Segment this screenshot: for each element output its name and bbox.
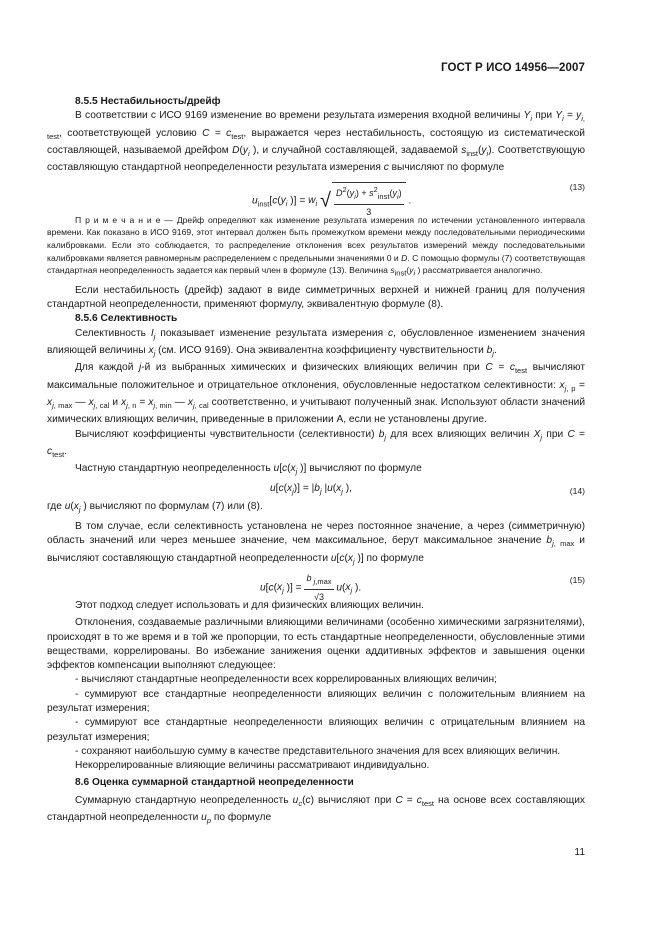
section-heading-856: 8.5.6 Селективность: [75, 313, 178, 325]
paragraph-selectivity-deviation: Для каждой j-й из выбранных химических и физических влияющих величин при $C = c_{test}$ вычисляют максимальные положительное и отрицательное отклонения, обусловленные недостатком селективности: $x_{j, p} = x_{j, max}$ — $x_{j, cal}$ и $x_{j, n} = x_{j, min}$ — $x_{j, cal}$ соответственно, и учитывают полученный знак. Используют области значений химических влияющих величин, приведенные в приложении А, если не установлены другие.: [47, 362, 586, 426]
standard-header: ГОСТ Р ИСО 14956—2007: [440, 62, 585, 74]
paragraph-uncorrelated: Некоррелированные влияющие величины рассматривают индивидуально.: [75, 760, 430, 772]
page-number: 11: [574, 847, 585, 858]
paragraph-where: где $u(x_j$ ) вычисляют по формулам (7) или (8).: [47, 500, 263, 514]
paragraph-selectivity-intro: Селективность $I_j$ показывает изменение результата измерения c, обусловленное изменением значения влияющей величины $x_j$ (см. ИСО 9169). Она эквивалентна коэффициенту чувствительности $b_j$.: [47, 327, 586, 359]
paragraph-partial-uncertainty: Частную стандартную неопределенность $u[c(x_j$ )] вычисляют по формуле: [75, 463, 422, 477]
section-heading-86: 8.6 Оценка суммарной стандартной неопределенности: [75, 777, 354, 789]
equation-number-13: (13): [569, 181, 585, 192]
formula-15-expression: $u[c(x_j$ )] = $\frac{b _{j,max}}{√3}$ $u(x_j$ ).: [260, 572, 362, 602]
formula-13-expression: $u_{inst}[c(y_i$ )] = $w_i$ √ $\frac{D^2(y_i) + s^2_{inst}(y_i)}{3}$ .: [252, 182, 411, 219]
note-drift: П р и м е ч а н и е — Дрейф определяют как изменение результата измерения по истечении установленного интервала времени. Как показано в ИСО 9169, этот интервал должен быть промежутком времени между последовательными периодическими калибровками. Если это соблюдается, то распределение отклонения всех результатов измерений между последовательными калибровками является равномерным распределением с предельными значениями 0 и D. С помощью формулы (7) соответствующая стандартная неопределенность задается как первый член в формуле (13). Величина $s_{inst}(y_i$ ) рассматривается аналогично.: [47, 214, 585, 279]
paragraph-correlated: Отклонения, создаваемые различными влияющими величинами (особенно химическими загрязнителями), происходят в то же время и в той же пропорции, то есть стандартные неопределенности, обусловленные этими веществами, коррелированы. Во избежание занижения оценки аддитивных эффектов и завышения оценки эффектов компенсации выполняют следующее:: [47, 617, 585, 672]
paragraph-sensitivity: Вычисляют коэффициенты чувствительности (селективности) $b_j$ для всех влияющих величин $X_j$ при $C = c_{test}$.: [47, 428, 585, 459]
list-item: - вычисляют стандартные неопределенности всех коррелированных влияющих величин;: [75, 674, 497, 686]
paragraph-drift-symmetric: Если нестабильность (дрейф) задают в виде симметричных верхней и нижней границ для получения стандартной неопределенности, применяют формулу, эквивалентную формуле (8).: [47, 284, 585, 311]
list-item: - суммируют все стандартные неопределенности влияющих величин с отрицательным влиянием на результат измерения;: [47, 717, 585, 743]
page-content: [47, 95, 585, 828]
formula-15: [47, 569, 585, 602]
section-heading-855: 8.5.5 Нестабильность/дрейф: [75, 96, 221, 107]
list-item: - сохраняют наибольшую сумму в качестве представительного значения для всех влияющих величин.: [75, 745, 561, 757]
paragraph-drift-intro: В соответствии с ИСО 9169 изменение во времени результата измерения входной величины $Y_i$ при $Y_i = y_{i, test}$, соответствующей условию $C = c_{test}$, выражается через нестабильность, состоящую из систематической составляющей, называемой дрейфом $D(y_i$ ), и случайной составляющей, задаваемой $s_{inst}(y_i)$. Соответствующую составляющую стандартной неопределенности результата измерения c вычисляют по формуле: [47, 110, 585, 174]
paragraph-combined-uncertainty: Суммарную стандартную неопределенность $u_c(c)$ вычисляют при $C = c_{test}$ на основе всех составляющих стандартной неопределенности $u_p$ по формуле: [47, 794, 585, 826]
formula-14-expression: $u[c(x_j)] = |b_j$ $|u(x_j$ ),: [270, 482, 352, 496]
paragraph-range-selectivity: В том случае, если селективность установлена не через постоянное значение, а через (симметричную) область значений или через меньшее значение, чем максимальное, берут максимальное значение $b_{j, max}$ и вычисляют составляющую стандартной неопределенности $u[c(x_j$ )] по формуле: [47, 520, 585, 566]
formula-14: [47, 480, 585, 500]
equation-number-15: (15): [569, 574, 585, 585]
list-item: - суммируют все стандартные неопределенности влияющих величин с положительным влиянием на результат измерения;: [47, 688, 585, 714]
paragraph-physical: Этот подход следует использовать и для физических влияющих величин.: [75, 599, 424, 611]
equation-number-14: (14): [569, 485, 585, 496]
formula-13: [47, 176, 585, 217]
